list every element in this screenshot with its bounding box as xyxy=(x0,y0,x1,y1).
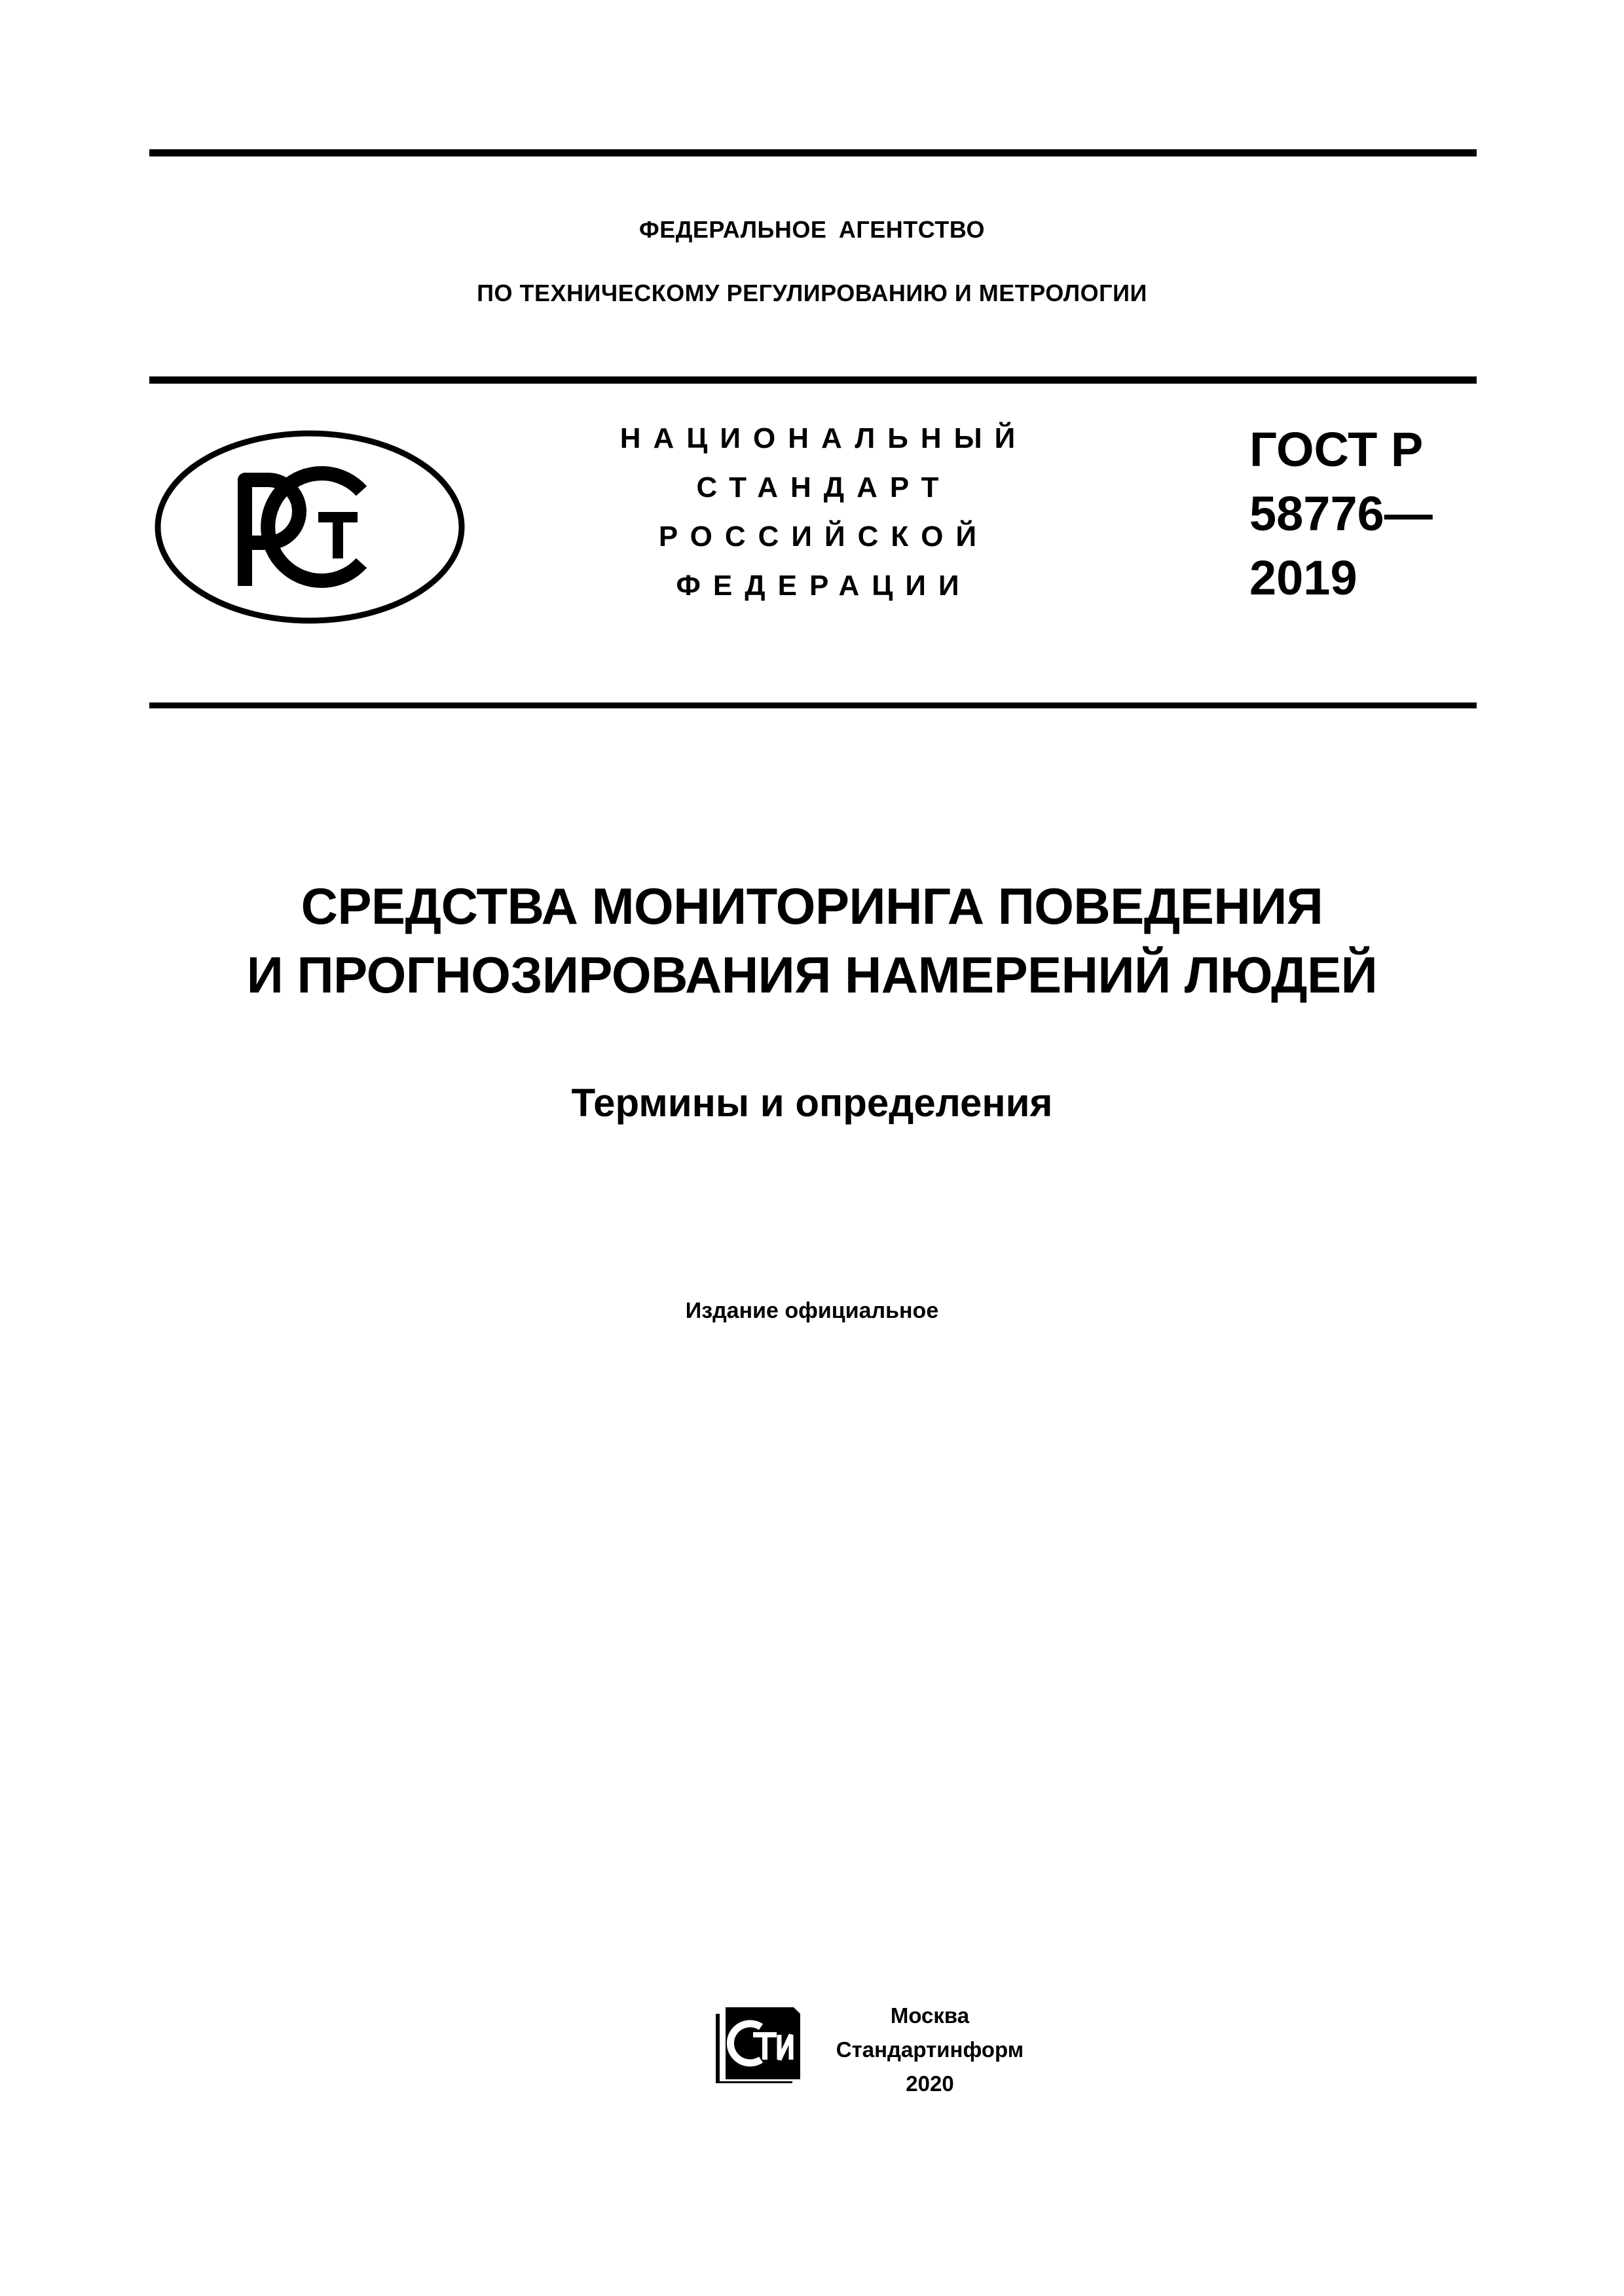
national-standard-line: РОССИЙСКОЙ xyxy=(658,520,989,553)
agency-name-line2: ПО ТЕХНИЧЕСКОМУ РЕГУЛИРОВАНИЮ И МЕТРОЛОГИИ xyxy=(477,280,1147,306)
gost-number: 58776— xyxy=(1249,486,1433,541)
imprint-publisher: Стандартинформ xyxy=(836,2037,1024,2062)
standartinform-logo-icon xyxy=(714,2003,805,2083)
agency-name-line1: ФЕДЕРАЛЬНОЕ АГЕНТСТВО xyxy=(639,216,985,243)
document-subtitle: Термины и определения xyxy=(571,1081,1053,1125)
national-standard-line: ФЕДЕРАЦИИ xyxy=(676,570,972,602)
gost-r-emblem-icon xyxy=(153,429,466,625)
edition-note: Издание официальное xyxy=(685,1298,939,1323)
top-rule xyxy=(149,149,1477,156)
imprint-city: Москва xyxy=(890,2003,970,2028)
national-standard-line: НАЦИОНАЛЬНЫЙ xyxy=(619,422,1028,454)
bottom-rule xyxy=(149,702,1477,708)
middle-rule xyxy=(149,376,1477,384)
imprint-year: 2020 xyxy=(906,2071,954,2096)
document-title-line1: СРЕДСТВА МОНИТОРИНГА ПОВЕДЕНИЯ xyxy=(301,877,1323,935)
gost-designation: ГОСТ Р xyxy=(1249,422,1424,477)
national-standard-line: СТАНДАРТ xyxy=(696,471,951,503)
document-title-line2: И ПРОГНОЗИРОВАНИЯ НАМЕРЕНИЙ ЛЮДЕЙ xyxy=(246,946,1378,1004)
gost-year: 2019 xyxy=(1249,551,1357,605)
